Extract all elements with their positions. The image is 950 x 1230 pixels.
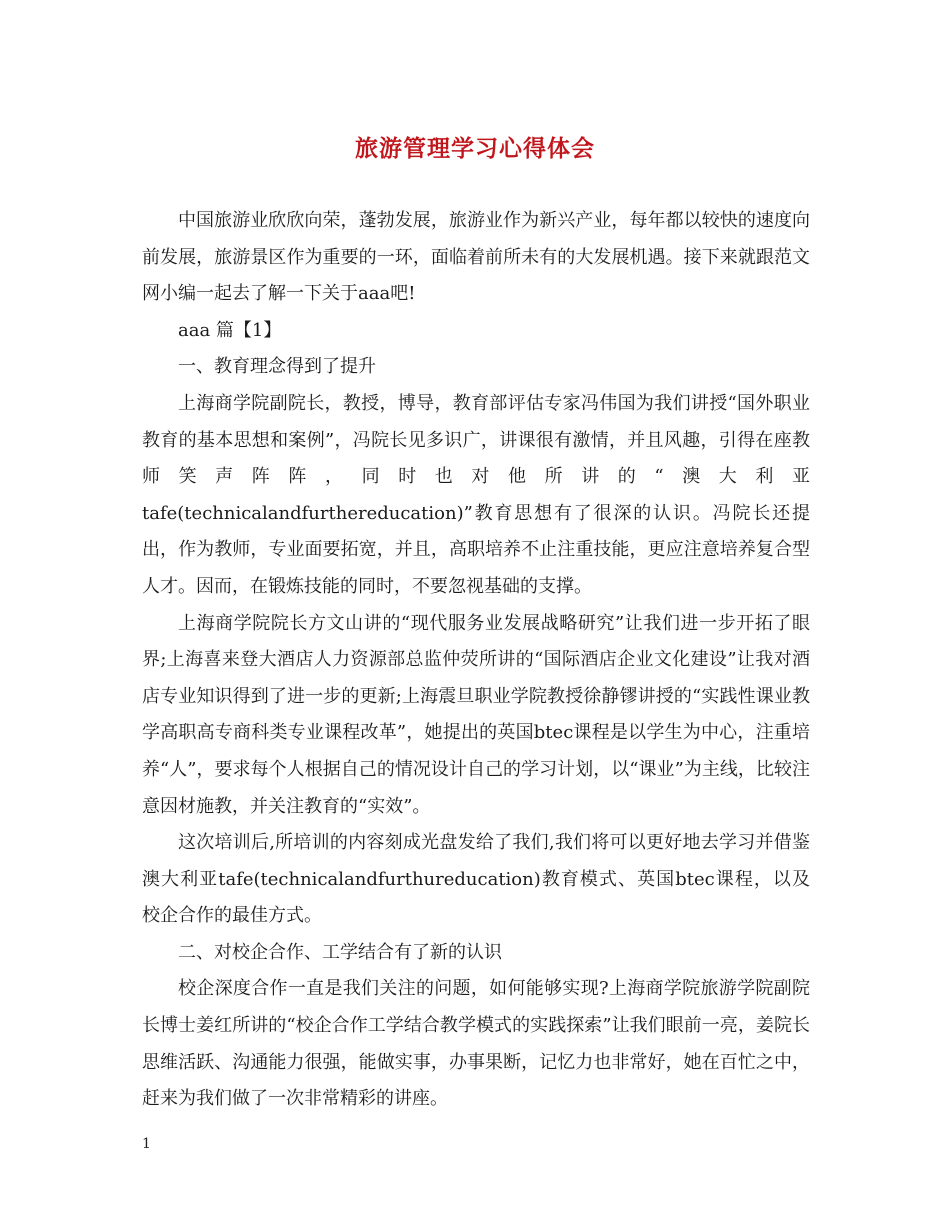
- page-number: 1: [142, 1136, 151, 1152]
- document-body: [142, 203, 810, 1118]
- body-paragraph: 上海商学院副院长，教授，博导，教育部评估专家冯伟国为我们讲授“国外职业教育的基本思想和案例”，冯院长见多识广，讲课很有激情，并且风趣，引得在座教师笑声阵阵，同时也对他所讲的“澳大利亚tafe(technicalandfurthereducation)”教育思想有了很深的认识。冯院长还提出，作为教师，专业面要拓宽，并且，高职培养不止注重技能，更应注意培养复合型人才。因而，在锻炼技能的同时，不要忽视基础的支撑。: [142, 392, 810, 597]
- heading-one: 一、教育理念得到了提升: [178, 356, 376, 378]
- heading-two: 二、对校企合作、工学结合有了新的认识: [178, 941, 502, 963]
- body-paragraph: 上海商学院院长方文山讲的“现代服务业发展战略研究”让我们进一步开拓了眼界;上海喜来登大酒店人力资源部总监仲荧所讲的“国际酒店企业文化建设”让我对酒店专业知识得到了进一步的更新;上海震旦职业学院教授徐静镠讲授的“实践性课业教学高职高专商科类专业课程改革”，她提出的英国btec课程是以学生为中心，注重培养“人”，要求每个人根据自己的情况设计自己的学习计划，以“课业”为主线，比较注意因材施教，并关注教育的“实效”。: [142, 612, 810, 817]
- document-title: 旅游管理学习心得体会: [355, 135, 595, 162]
- section-label: aaa 篇【1】: [178, 319, 282, 341]
- intro-paragraph: 中国旅游业欣欣向荣，蓬勃发展，旅游业作为新兴产业，每年都以较快的速度向前发展，旅游景区作为重要的一环，面临着前所未有的大发展机遇。接下来就跟范文网小编一起去了解一下关于aaa吧!: [142, 210, 810, 305]
- body-paragraph: 这次培训后,所培训的内容刻成光盘发给了我们,我们将可以更好地去学习并借鉴澳大利亚tafe(technicalandfurthureducation)教育模式、英国btec课程，以及校企合作的最佳方式。: [142, 832, 810, 927]
- body-paragraph: 校企深度合作一直是我们关注的问题，如何能够实现?上海商学院旅游学院副院长博士姜红所讲的“校企合作工学结合教学模式的实践探索”让我们眼前一亮，姜院长思维活跃、沟通能力很强，能做实事，办事果断，记忆力也非常好，她在百忙之中，赶来为我们做了一次非常精彩的讲座。: [142, 978, 810, 1110]
